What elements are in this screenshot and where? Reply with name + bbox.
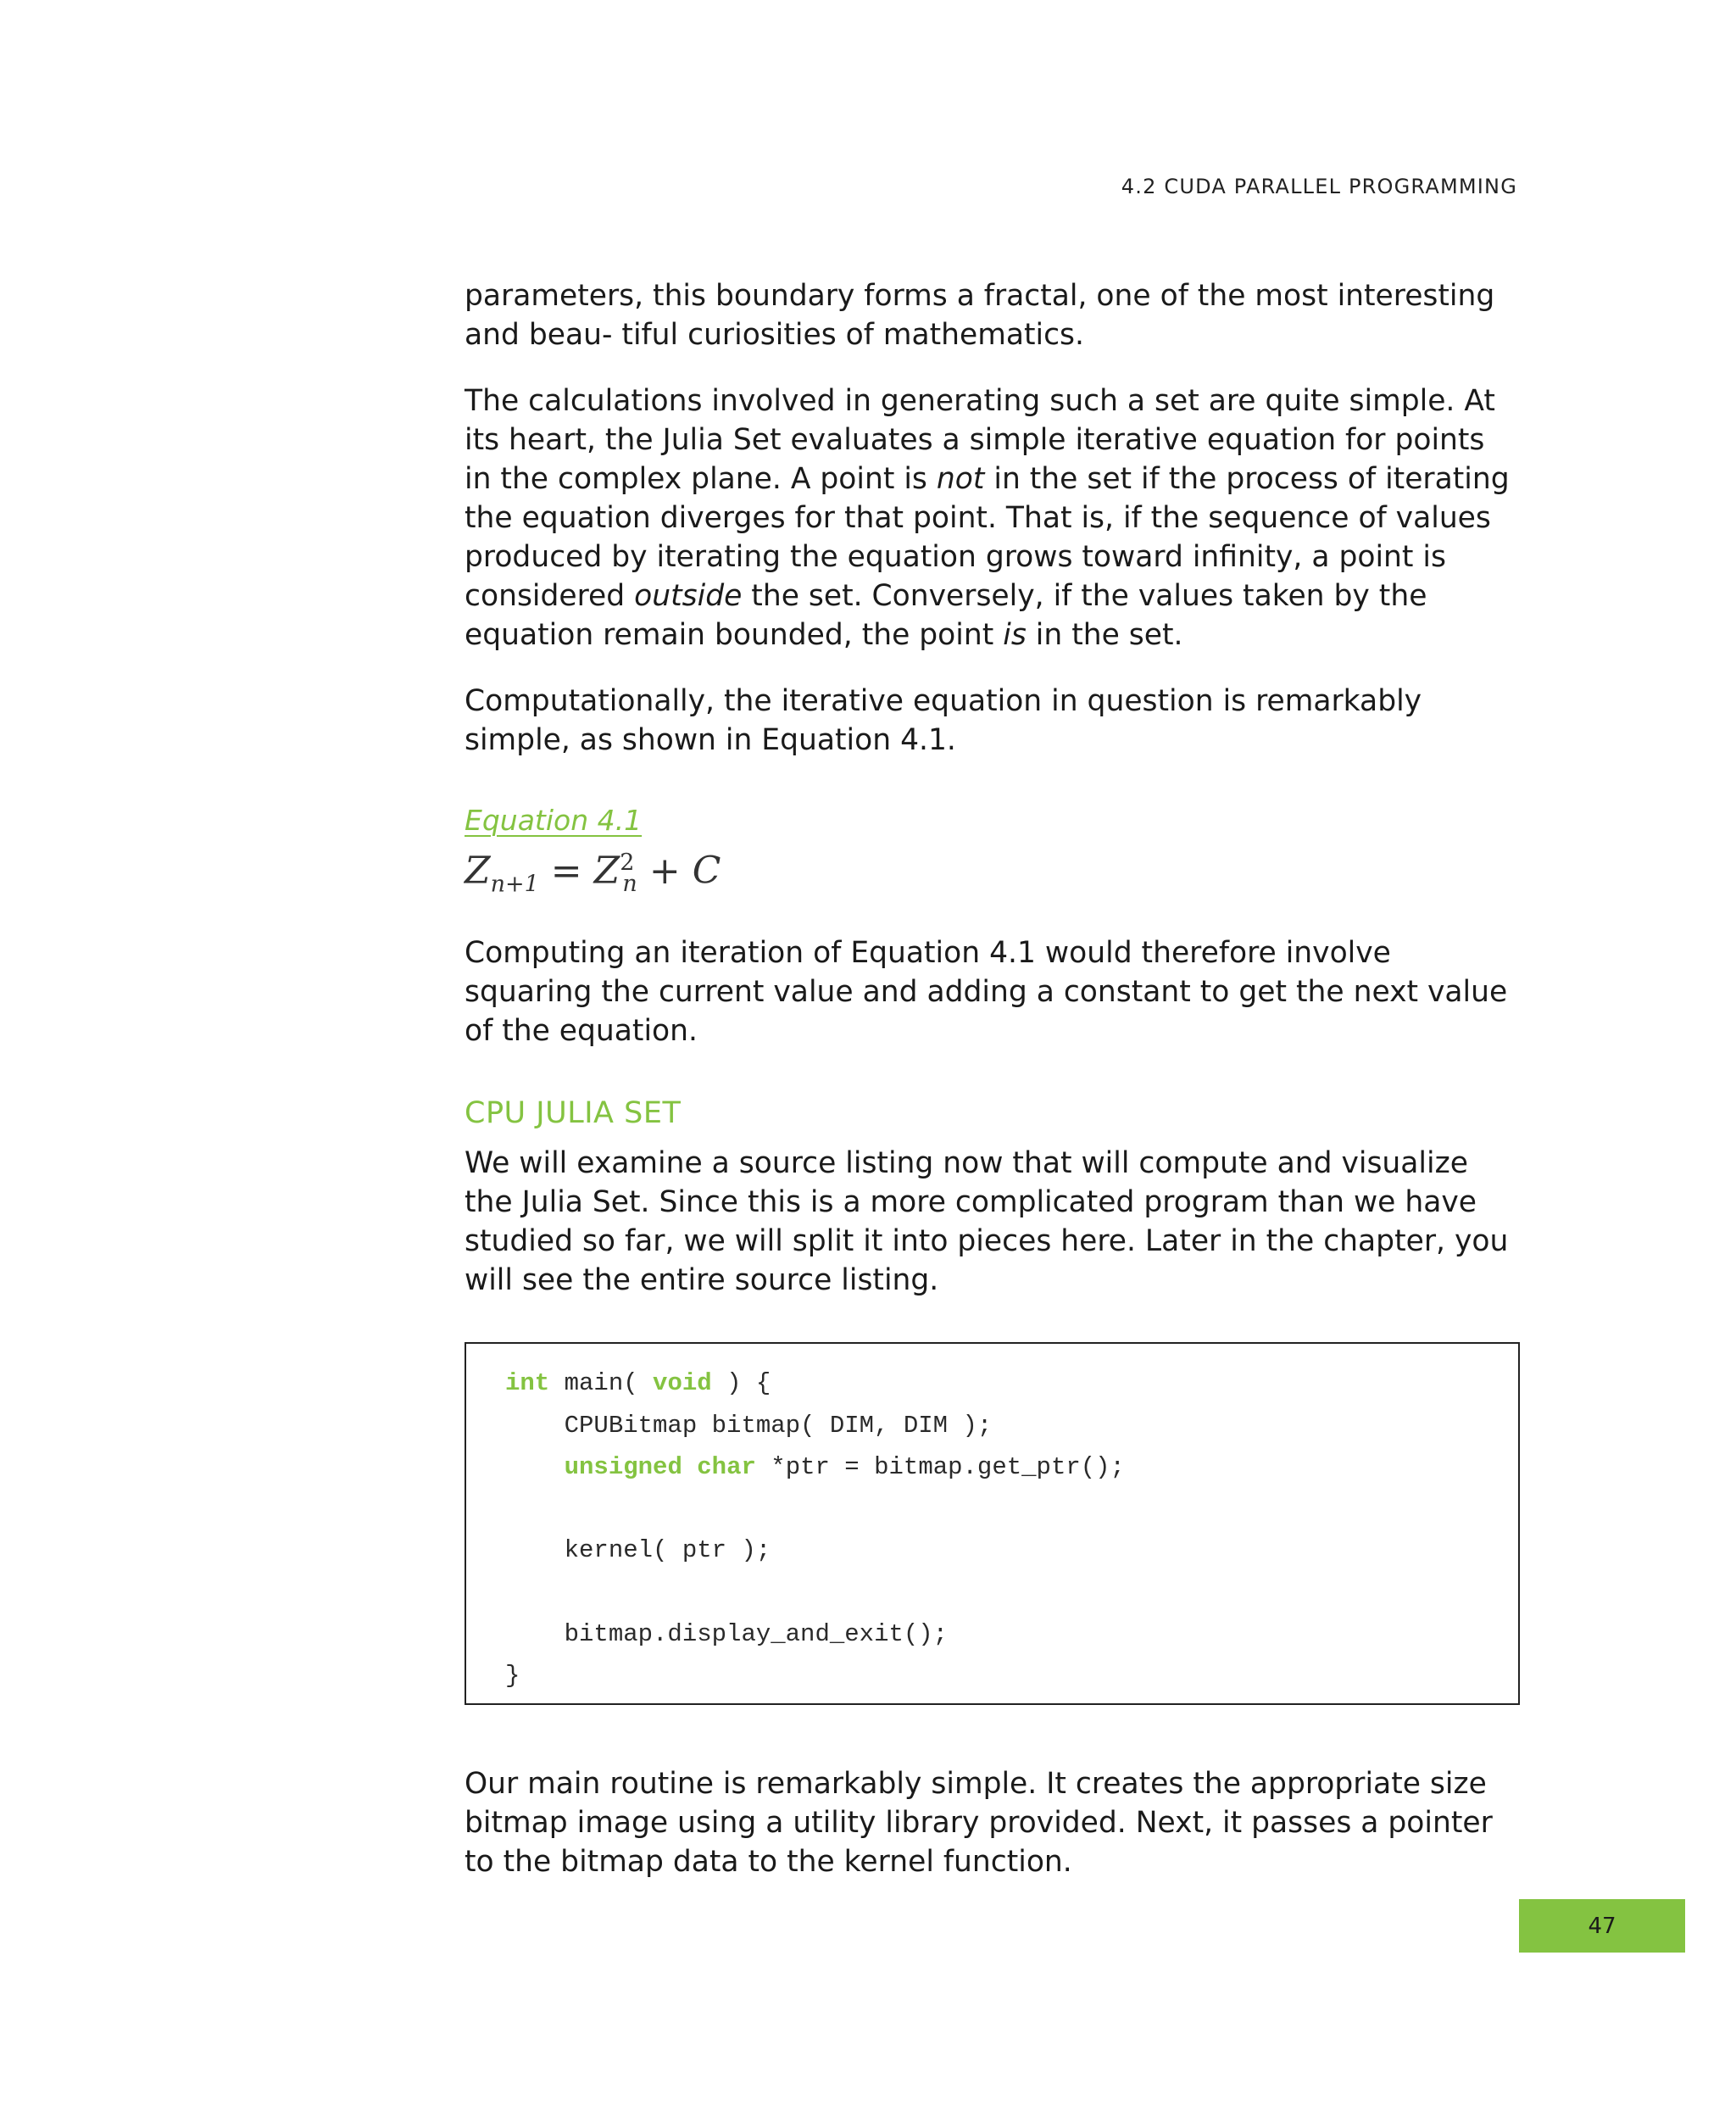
emphasis-outside: outside xyxy=(634,579,743,613)
equation-plus: + xyxy=(648,849,681,893)
page-number-box xyxy=(1519,1899,1685,1953)
equation-rhs-subscript xyxy=(622,871,637,897)
code-keyword: int xyxy=(505,1369,550,1398)
code-keyword: unsigned xyxy=(564,1452,682,1481)
equation-lhs-subscript xyxy=(491,871,539,897)
running-head: 4.2 CUDA PARALLEL PROGRAMMING xyxy=(1121,175,1517,198)
section-heading: CPU JULIA SET xyxy=(465,1096,682,1131)
code-indent xyxy=(505,1453,565,1481)
equation-rhs-variable: Z xyxy=(593,849,620,893)
equation-4-1 xyxy=(465,838,1520,910)
code-line: CPUBitmap bitmap( DIM, DIM ); xyxy=(505,1411,993,1440)
code-keyword: void xyxy=(653,1369,712,1398)
text-segment: in the set. xyxy=(1026,618,1183,652)
code-text: main( xyxy=(549,1369,654,1398)
text-segment: the set. Conversely, if the values taken by the equation remain bounded, the point xyxy=(465,579,1427,652)
text-segment: in the set if the process of iterating the equation diverges for that point. That is, if the sequence of values produced by iterating the equation grows toward infinity, a point is considered xyxy=(465,462,1510,613)
equation-equals: = xyxy=(550,849,582,893)
equation-constant: C xyxy=(692,849,721,893)
code-line: bitmap.display_and_exit(); xyxy=(505,1619,949,1648)
subscript-text: n+1 xyxy=(490,871,539,898)
page-number: 47 xyxy=(1588,1913,1616,1939)
code-listing xyxy=(465,1342,1520,1705)
equation-lhs-variable: Z xyxy=(465,849,491,893)
paragraph-iteration: Computing an iteration of Equation 4.1 would therefore involve squaring the current value and adding a constant to get the next value of the equation. xyxy=(465,936,1508,1049)
equation-rhs-superscript: 2 xyxy=(620,850,635,876)
paragraph-main-routine: Our main routine is remarkably simple. It creates the appropriate size bitmap image using a utility library provided. Next, it passes a pointer to the bitmap data to the kernel function. xyxy=(465,1767,1493,1880)
equation-label: Equation 4.1 xyxy=(465,804,643,837)
code-space xyxy=(682,1453,697,1481)
page-body xyxy=(465,276,1520,1908)
paragraph-intro: parameters, this boundary forms a fractal, one of the most interesting and beau- tiful curiosities of mathematics. xyxy=(465,279,1495,352)
code-line xyxy=(505,1362,1518,1404)
paragraph-julia-set-explanation xyxy=(465,382,1520,655)
code-line xyxy=(505,1446,1518,1488)
emphasis-is: is xyxy=(1003,618,1027,652)
code-line-blank xyxy=(505,1571,1518,1613)
code-line: kernel( ptr ); xyxy=(505,1536,771,1565)
code-line-blank xyxy=(505,1488,1518,1529)
paragraph-source-listing: We will examine a source listing now that will compute and visualize the Julia Set. Since this is a more complicated program than we have studied so far, we will split it into pieces here. Later in the chapter, you will see the entire source listing. xyxy=(465,1146,1509,1298)
code-line: } xyxy=(505,1661,520,1690)
code-text: *ptr = bitmap.get_ptr(); xyxy=(755,1452,1125,1481)
code-text: ) { xyxy=(711,1369,771,1398)
emphasis-not: not xyxy=(936,462,985,496)
code-keyword: char xyxy=(697,1452,756,1481)
subscript-text: n xyxy=(622,871,637,898)
paragraph-equation-intro: Computationally, the iterative equation in question is remarkably simple, as shown in Equation 4.1. xyxy=(465,684,1422,757)
text-segment: The calculations involved in generating such a set are quite simple. At its heart, the Julia Set evaluates a simple iterative equation for points in the complex plane. A point is xyxy=(465,384,1495,496)
